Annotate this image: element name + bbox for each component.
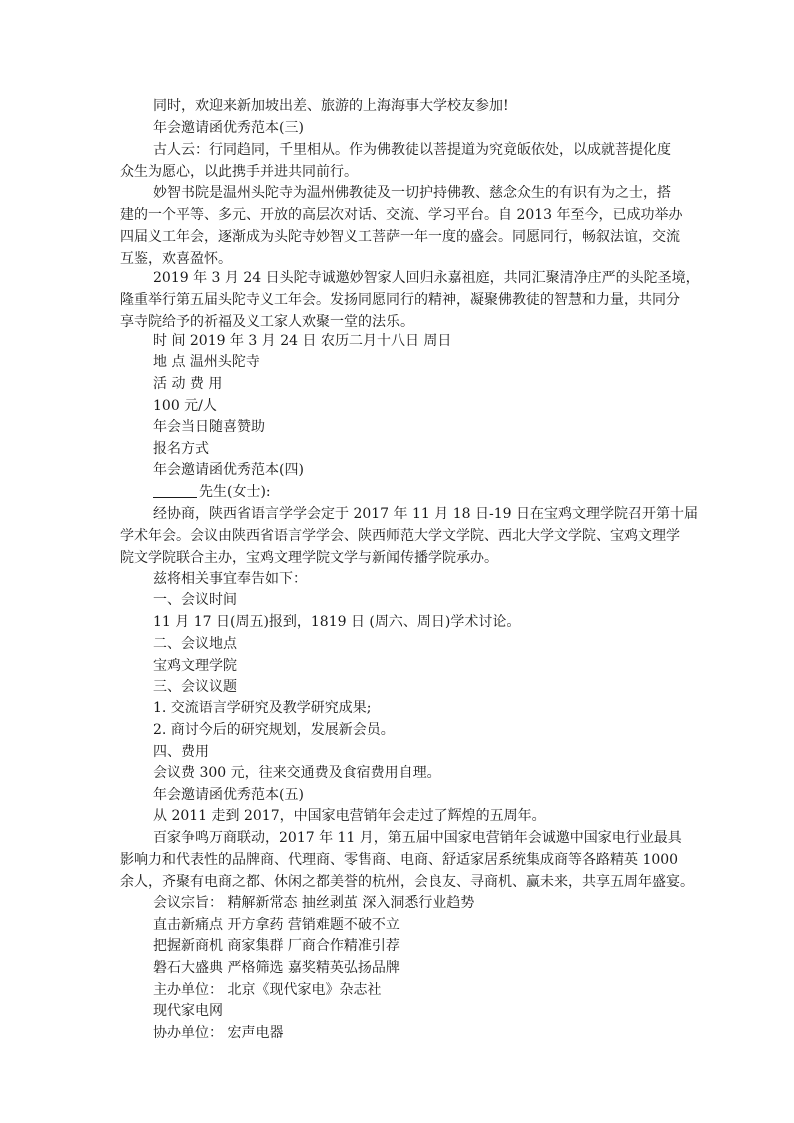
- text-line: 妙智书院是温州头陀寺为温州佛教徒及一切护持佛教、慈念众生的有识有为之士，搭: [153, 185, 671, 201]
- fill-in-blank: [153, 483, 197, 498]
- section-heading: 年会邀请函优秀范本(三): [153, 120, 304, 136]
- text-line: 三、会议议题: [153, 679, 237, 695]
- text-line: 会议宗旨： 精解新常态 抽丝剥茧 深入洞悉行业趋势: [153, 895, 475, 911]
- text-line: 余人，齐聚有电商之都、休闲之都美誉的杭州，会良友、寻商机、赢未来，共享五周年盛宴。: [120, 874, 694, 890]
- text-line: 把握新商机 商家集群 厂商合作精准引荐: [153, 938, 400, 954]
- text-line: 会议费 300 元，往来交通费及食宿费用自理。: [153, 765, 441, 781]
- section-heading: 年会邀请函优秀范本(四): [153, 462, 304, 478]
- text-line: 现代家电网: [153, 1003, 223, 1019]
- text-line: 兹将相关事宜奉告如下：: [153, 571, 307, 587]
- text-line: 院文学院联合主办，宝鸡文理学院文学与新闻传播学院承办。: [120, 550, 498, 566]
- text-line: 百家争鸣万商联动，2017 年 11 月，第五届中国家电营销年会诚邀中国家电行业最具: [153, 830, 682, 846]
- text-line: 地 点 温州头陀寺: [153, 354, 260, 370]
- text-line: 直击新痛点 开方拿药 营销难题不破不立: [153, 917, 400, 933]
- section-heading: 年会邀请函优秀范本(五): [153, 787, 304, 803]
- text-line: 众生为愿心，以此携手并进共同前行。: [120, 164, 358, 180]
- text-line: 隆重举行第五届头陀寺义工年会。发扬同愿同行的精神，凝聚佛教徒的智慧和力量，共同分: [120, 292, 680, 308]
- text-line: 宝鸡文理学院: [153, 658, 237, 674]
- text-line: 四届义工年会，逐渐成为头陀寺妙智义工菩萨一年一度的盛会。同愿同行，畅叙法谊，交流: [120, 229, 680, 245]
- text-line: 主办单位： 北京《现代家电》杂志社: [153, 982, 382, 998]
- text-line: 同时，欢迎来新加坡出差、旅游的上海海事大学校友参加!: [153, 98, 509, 114]
- salutation-text: 先生(女士):: [199, 484, 271, 500]
- text-line: 1. 交流语言学研究及教学研究成果;: [153, 700, 372, 716]
- text-line: 学术年会。会议由陕西省语言学学会、陕西师范大学文学院、西北大学文学院、宝鸡文理学: [120, 528, 680, 544]
- text-line: 2. 商讨今后的研究规划，发展新会员。: [153, 722, 395, 738]
- text-line: 二、会议地点: [153, 636, 237, 652]
- text-line: 时 间 2019 年 3 月 24 日 农历二月十八日 周日: [153, 333, 452, 349]
- text-line: 一、会议时间: [153, 592, 237, 608]
- text-line: 2019 年 3 月 24 日头陀寺诚邀妙智家人回归永嘉祖庭，共同汇聚清净庄严的头陀圣境，: [153, 270, 700, 286]
- text-line: 影响力和代表性的品牌商、代理商、零售商、电商、舒适家居系统集成商等各路精英 1000: [120, 852, 679, 868]
- text-line: 从 2011 走到 2017，中国家电营销年会走过了辉煌的五周年。: [153, 808, 546, 824]
- text-line: 古人云：行同趋同，千里相从。作为佛教徒以菩提道为究竟皈依处，以成就菩提化度: [153, 142, 671, 158]
- text-line: 100 元/人: [153, 398, 217, 414]
- text-line: 四、费用: [153, 744, 209, 760]
- text-line: 11 月 17 日(周五)报到，1819 日 (周六、周日)学术讨论。: [153, 614, 521, 630]
- text-line: 经协商，陕西省语言学学会定于 2017 年 11 月 18 日-19 日在宝鸡文理学院召开第十届: [153, 506, 698, 522]
- text-line: 享寺院给予的祈福及义工家人欢聚一堂的法乐。: [120, 314, 414, 330]
- text-line: 年会当日随喜赞助: [153, 419, 265, 435]
- text-line: 互鉴，欢喜盈怀。: [120, 251, 232, 267]
- text-line: 磐石大盛典 严格筛选 嘉奖精英弘扬品牌: [153, 960, 400, 976]
- text-line: 协办单位： 宏声电器: [153, 1025, 284, 1041]
- text-line: 报名方式: [153, 441, 209, 457]
- text-line: 活 动 费 用: [153, 376, 223, 392]
- text-line: 建的一个平等、多元、开放的高层次对话、交流、学习平台。自 2013 年至今，已成功举办: [120, 207, 683, 223]
- salutation-line: [153, 482, 271, 502]
